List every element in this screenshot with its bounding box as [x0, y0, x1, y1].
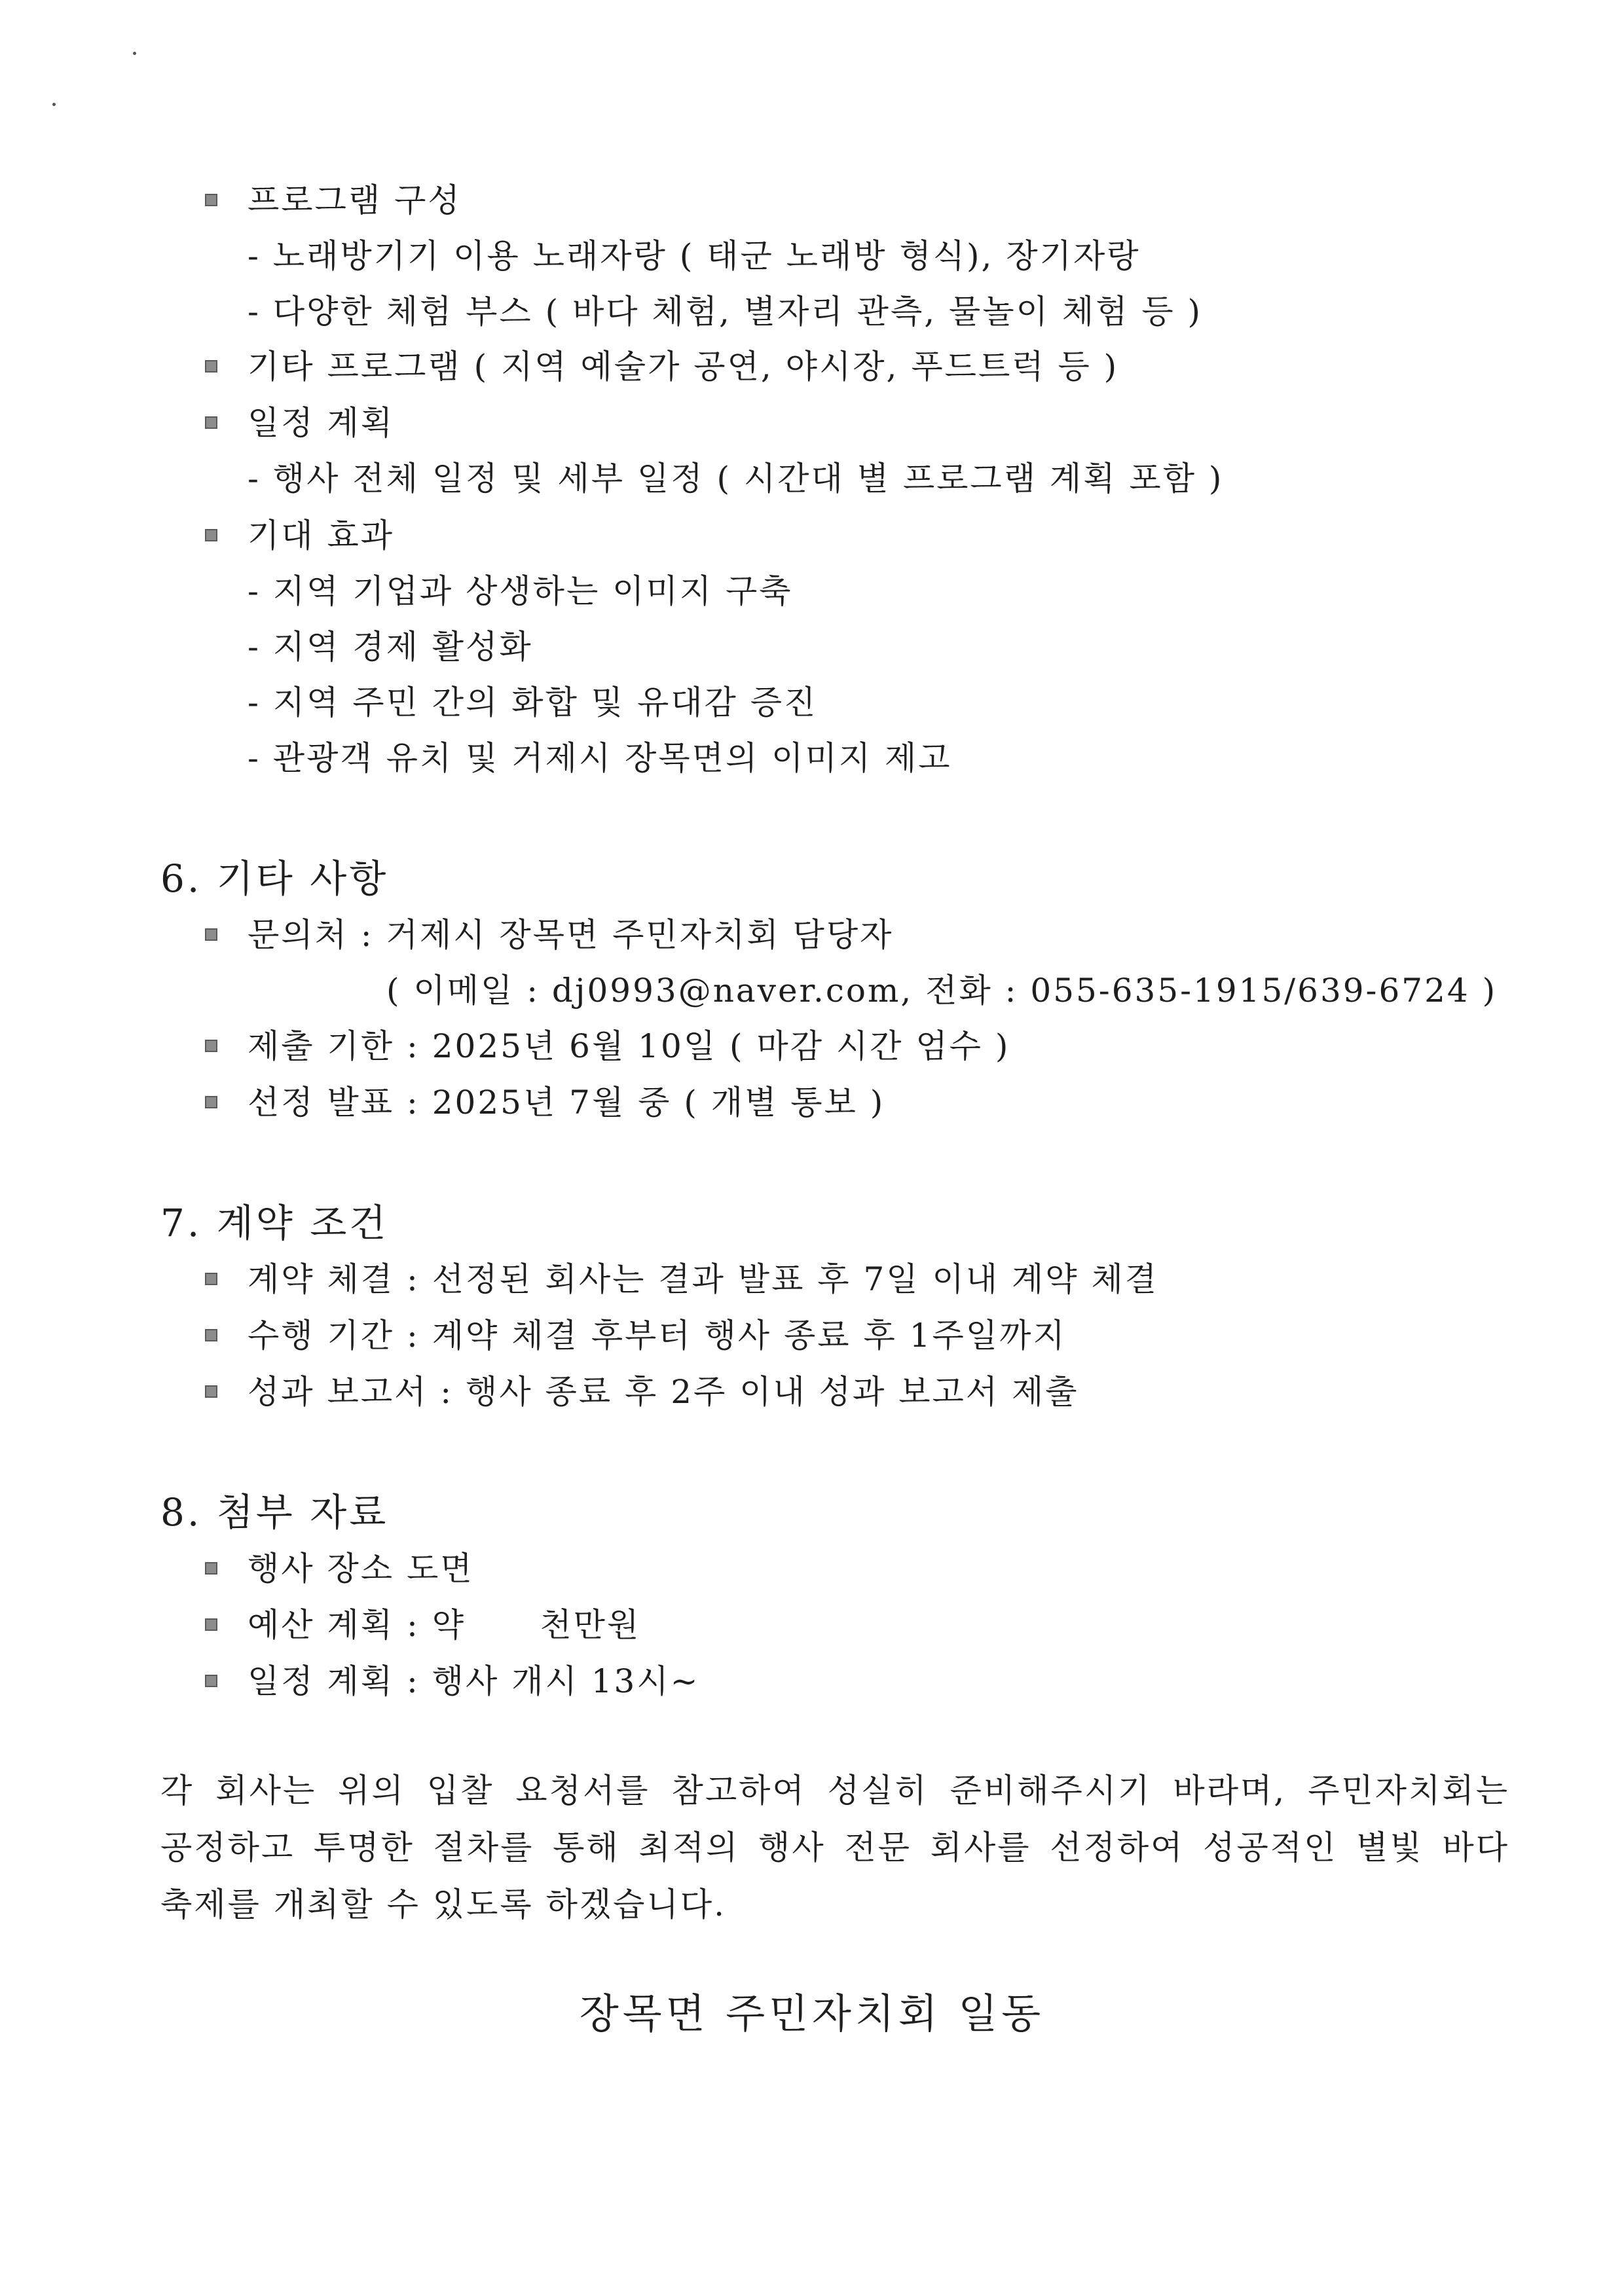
- bullet-square-icon: [205, 1040, 217, 1052]
- contract-item: 계약 체결 : 선정된 회사는 결과 발표 후 7일 이내 계약 체결: [248, 1260, 1159, 1298]
- announcement-line: 선정 발표 : 2025년 7월 중 ( 개별 통보 ): [248, 1084, 885, 1121]
- scan-speck: [133, 52, 136, 55]
- program-header: 프로그램 구성: [248, 181, 462, 219]
- contract-item: 수행 기간 : 계약 체결 후부터 행사 종료 후 1주일까지: [248, 1317, 1067, 1355]
- other-program: 기타 프로그램 ( 지역 예술가 공연, 야시장, 푸드트럭 등 ): [248, 348, 1119, 386]
- bullet-square-icon: [205, 529, 217, 541]
- section-6-title: 6. 기타 사항: [160, 856, 389, 901]
- program-item: - 다양한 체험 부스 ( 바다 체험, 별자리 관측, 물놀이 체험 등 ): [248, 293, 1203, 331]
- bullet-square-icon: [205, 1675, 217, 1687]
- section-7-title: 7. 계약 조건: [160, 1201, 389, 1245]
- expected-effect-item: - 지역 주민 간의 화합 및 유대감 증진: [248, 683, 818, 721]
- deadline-line: 제출 기한 : 2025년 6월 10일 ( 마감 시간 엄수 ): [248, 1027, 1010, 1065]
- schedule-plan-header: 일정 계획: [248, 404, 395, 442]
- signature: 장목면 주민자치회 일동: [579, 1990, 1045, 2037]
- bullet-square-icon: [205, 1273, 217, 1285]
- attachment-item: 행사 장소 도면: [248, 1550, 474, 1588]
- bullet-square-icon: [205, 194, 217, 206]
- contact-line: 문의처 : 거제시 장목면 주민자치회 담당자: [248, 916, 894, 954]
- attachment-item: 일정 계획 : 행사 개시 13시~: [248, 1662, 700, 1700]
- bullet-square-icon: [205, 416, 217, 429]
- section-8-title: 8. 첨부 자료: [160, 1490, 389, 1535]
- contract-item: 성과 보고서 : 행사 종료 후 2주 이내 성과 보고서 제출: [248, 1373, 1079, 1411]
- bullet-square-icon: [205, 1618, 217, 1631]
- bullet-square-icon: [205, 1562, 217, 1575]
- expected-effect-item: - 지역 기업과 상생하는 이미지 구축: [248, 572, 793, 610]
- expected-effects-header: 기대 효과: [248, 517, 395, 555]
- attachment-item: 예산 계획 : 약 천만원: [248, 1606, 641, 1644]
- schedule-plan-item: - 행사 전체 일정 및 세부 일정 ( 시간대 별 프로그램 계획 포함 ): [248, 460, 1224, 498]
- bullet-square-icon: [205, 1385, 217, 1398]
- scan-speck: [52, 103, 56, 106]
- bullet-square-icon: [205, 360, 217, 373]
- expected-effect-item: - 관광객 유치 및 거제시 장목면의 이미지 제고: [248, 739, 952, 777]
- closing-paragraph: 각 회사는 위의 입찰 요청서를 참고하여 성실히 준비해주시기 바라며, 주민자치회는 공정하고 투명한 절차를 통해 최적의 행사 전문 회사를 선정하여 성공적인 별빛 바다 축제를 개최할 수 있도록 하겠습니다.: [160, 1772, 1509, 1923]
- bullet-square-icon: [205, 928, 217, 941]
- contact-detail-line: ( 이메일 : dj0993@naver.com, 전화 : 055-635-1915/639-6724 ): [386, 972, 1498, 1010]
- expected-effect-item: - 지역 경제 활성화: [248, 628, 533, 666]
- program-item: - 노래방기기 이용 노래자랑 ( 태군 노래방 형식), 장기자랑: [248, 237, 1141, 275]
- bullet-square-icon: [205, 1096, 217, 1108]
- bullet-square-icon: [205, 1329, 217, 1341]
